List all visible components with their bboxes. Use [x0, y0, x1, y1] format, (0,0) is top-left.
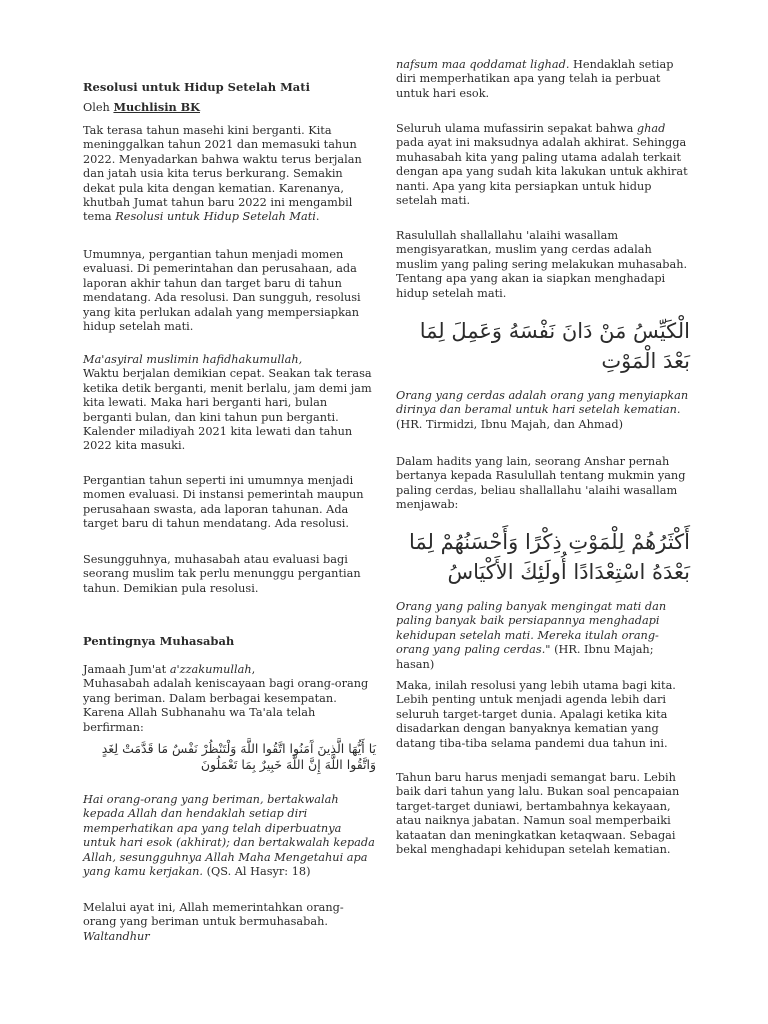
byline-prefix: Oleh	[83, 101, 114, 114]
greeting-comma: ,	[251, 663, 256, 676]
paragraph-text: Hendaklah setiap diri memperhatikan apa yang telah ia perbuat untuk hari esok.	[396, 58, 674, 100]
verse-quote: Waltandhur	[83, 929, 150, 943]
paragraph-jamaah	[83, 663, 376, 735]
verse-reference: (QS. Al Hasyr: 18)	[203, 865, 311, 879]
paragraph-rasulullah: Rasulullah shallallahu 'alaihi wasallam mengisyaratkan, muslim yang cerdas adalah muslim yang paling sering melakukan muhasabah. Tentang apa yang akan ia siapkan menghadapi hidup setelah mati.	[396, 229, 688, 300]
verse-quote: nafsum maa qoddamat lighad.	[396, 58, 570, 71]
paragraph-time	[83, 353, 376, 454]
paragraph-resolution: Maka, inilah resolusi yang lebih utama bagi kita. Lebih penting untuk menjadi agenda lebih dari seluruh target-target dunia. Apalagi ketika kita disadarkan dengan banyaknya kematian yang datang tiba-tiba selama pandemi dua tahun ini.	[396, 679, 676, 750]
translation-text: Orang yang paling banyak mengingat mati dan paling banyak baik persiapannya menghadapi kehidupan setelah mati. Mereka itulah orang-orang yang paling cerdas."	[396, 600, 667, 657]
hadith-arabic-2: أَكْثَرُهُمْ لِلْمَوْتِ ذِكْرًا وَأَحْسَنُهُمْ لِمَا بَعْدَهُ اسْتِعْدَادًا أُولَئِكَ الأَكْيَاسُ	[408, 530, 690, 584]
paragraph-evaluation: Umumnya, pergantian tahun menjadi momen evaluasi. Di pemerintahan dan perusahaan, ada laporan akhir tahun dan target baru di tahun mendatang. Ada resolusi. Dan sungguh, resolusi yang kita perlukan adalah yang mempersiapkan hidup setelah mati.	[83, 248, 361, 334]
hadith-reference: (HR. Tirmidzi, Ibnu Majah, dan Ahmad)	[396, 417, 623, 431]
paragraph-text: Seluruh ulama mufassirin sepakat bahwa	[396, 122, 637, 135]
paragraph-text: Muhasabah adalah keniscayaan bagi orang-orang yang beriman. Dalam berbagai kesempatan. Karena Allah Subhanahu wa Ta'ala telah berfirman:	[83, 677, 369, 734]
hadith-reference: (HR. Ibnu Majah; hasan)	[396, 643, 654, 671]
paragraph-intro	[83, 124, 376, 225]
hadith-translation-1	[396, 389, 690, 432]
hadith-arabic-1: الْكَيِّسُ مَنْ دَانَ نَفْسَهُ وَعَمِلَ لِمَا بَعْدَ الْمَوْتِ	[419, 319, 690, 373]
paragraph-anshar: Dalam hadits yang lain, seorang Anshar pernah bertanya kepada Rasulullah tentang mukmin yang paling cerdas, beliau shallallahu 'alaihi wasallam menjawab:	[396, 455, 686, 512]
hadith-translation-2	[396, 600, 690, 672]
paragraph-ulama	[396, 122, 690, 208]
translation-text: Orang yang cerdas adalah orang yang menyiapkan dirinya dan beramal untuk hari setelah kematian.	[396, 389, 689, 417]
quran-verse-arabic: يَا أَيُّهَا الَّذِينَ آَمَنُوا اتَّقُوا اللَّهَ وَلْتَنْظُرْ نَفْسٌ مَا قَدَّمَتْ لِغَدٍ وَاتَّقُوا اللَّهَ إِنَّ اللَّهَ خَبِيرٌ بِمَا تَعْمَلُونَ	[101, 741, 376, 772]
paragraph-new-year: Tahun baru harus menjadi semangat baru. Lebih baik dari tahun yang lalu. Bukan soal pencapaian target-target duniawi, bertambahnya kekayaan, atau naiknya jabatan. Namun soal memperbaiki kataatan dan meningkatkan ketaqwaan. Sebagai bekal menghadapi kehidupan setelah kematian.	[396, 771, 680, 857]
translation-text: Hai orang-orang yang beriman, bertakwalah kepada Allah dan hendaklah setiap diri memperhatikan apa yang telah diperbuatnya untuk hari esok (akhirat); dan bertakwalah kepada Allah, sesungguhnya Allah Maha Mengetahui apa yang kamu kerjakan.	[83, 793, 375, 879]
paragraph-muhasabah: Sesungguhnya, muhasabah atau evaluasi bagi seorang muslim tak perlu menunggu pergantian tahun. Demikian pula resolusi.	[83, 553, 361, 595]
paragraph-year-change: Pergantian tahun seperti ini umumnya menjadi momen evaluasi. Di instansi pemerintah maupun perusahaan swasta, ada laporan tahunan. Ada target baru di tahun mendatang. Ada resolusi.	[83, 474, 364, 531]
section-heading: Pentingnya Muhasabah	[83, 634, 235, 648]
theme-title: Resolusi untuk Hidup Setelah Mati	[115, 210, 316, 224]
greeting-italic: a'zzakumullah	[169, 663, 252, 676]
greeting-prefix: Jamaah Jum'at	[83, 663, 170, 676]
byline	[83, 100, 376, 115]
paragraph-text: pada ayat ini maksudnya adalah akhirat. Sehingga muhasabah kita yang paling utama adalah terkait dengan apa yang sudah kita lakukan untuk akhirat nanti. Apa yang kita persiapkan untuk hidup setelah mati.	[396, 136, 688, 208]
quran-verse-translation	[83, 793, 376, 879]
greeting: Ma'asyiral muslimin hafidhakumullah,	[83, 353, 303, 366]
paragraph-verse-explanation	[83, 901, 376, 944]
paragraph-text: Melalui ayat ini, Allah memerintahkan orang-orang yang beriman untuk bermuhasabah.	[83, 901, 344, 929]
paragraph-end: .	[315, 210, 320, 224]
author-link[interactable]: Muchlisin BK	[113, 100, 200, 114]
paragraph-text: Waktu berjalan demikian cepat. Seakan tak terasa ketika detik berganti, menit berlalu, jam demi jam kita lewati. Maka hari berganti hari, bulan berganti bulan, dan kini tahun pun berganti. Kalender miladiyah 2021 kita lewati dan tahun 2022 kita masuki.	[83, 367, 372, 453]
paragraph-continuation	[396, 58, 690, 101]
article-title: Resolusi untuk Hidup Setelah Mati	[83, 80, 310, 94]
term-italic: ghad	[636, 122, 666, 135]
paragraph-text: Tak terasa tahun masehi kini berganti. Kita meninggalkan tahun 2021 dan memasuki tahun 2022. Menyadarkan bahwa waktu terus berjalan dan jatah usia kita terus berkurang. Semakin dekat pula kita dengan kematian. Karenanya, khutbah Jumat tahun baru 2022 ini mengambil tema	[83, 124, 362, 224]
